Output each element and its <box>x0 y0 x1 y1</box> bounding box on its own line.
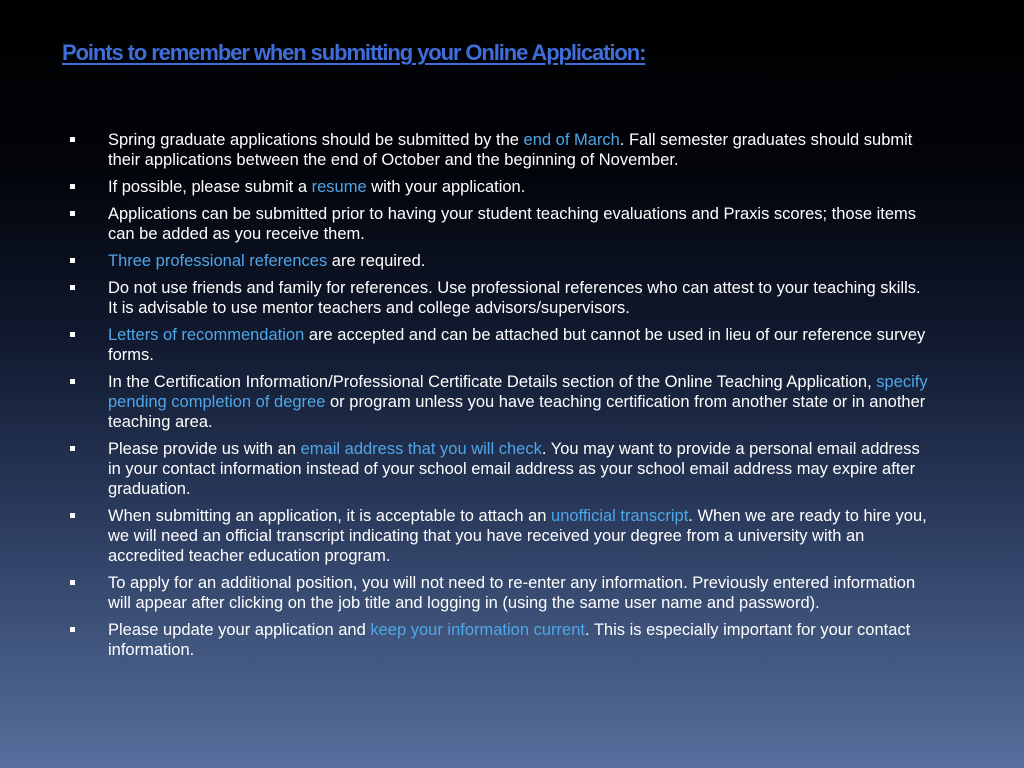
square-bullet-icon <box>70 332 75 337</box>
bullet-text-segment: Please update your application and <box>108 621 371 639</box>
bullet-text-segment: are accepted and can be attached but cannot be used in lieu of our reference survey forms. <box>108 326 926 364</box>
bullet-text-segment: In the Certification Information/Professional Certificate Details section of the Online Teaching Application, <box>108 373 877 391</box>
slide-title: Points to remember when submitting your Online Application: <box>62 40 646 65</box>
square-bullet-icon <box>70 184 75 189</box>
bullet-item <box>70 325 932 365</box>
highlighted-phrase: end of March <box>523 131 620 149</box>
square-bullet-icon <box>70 627 75 632</box>
bullet-item <box>70 506 932 566</box>
highlighted-phrase: Three professional references <box>108 252 328 270</box>
bullet-item <box>70 251 932 271</box>
square-bullet-icon <box>70 580 75 585</box>
bullet-text-segment: Spring graduate applications should be submitted by the <box>108 131 524 149</box>
square-bullet-icon <box>70 211 75 216</box>
highlighted-phrase: keep your information current <box>370 621 585 639</box>
bullet-text-segment: Applications can be submitted prior to having your student teaching evaluations and Praxis scores; those items can be added as you receive them. <box>108 205 917 243</box>
square-bullet-icon <box>70 137 75 142</box>
bullet-text-segment: . This is especially important for your contact information. <box>108 621 911 659</box>
square-bullet-icon <box>70 446 75 451</box>
square-bullet-icon <box>70 379 75 384</box>
highlighted-phrase: resume <box>311 178 367 196</box>
bullet-item <box>70 372 932 432</box>
bullet-list <box>70 130 932 667</box>
bullet-item <box>70 278 932 318</box>
highlighted-phrase: unofficial transcript <box>551 507 689 525</box>
highlighted-phrase: email address that you will check <box>300 440 542 458</box>
bullet-text-segment: . When we are ready to hire you, we will need an official transcript indicating that you have received your degree from a university with an accredited teacher education program. <box>108 507 927 565</box>
square-bullet-icon <box>70 258 75 263</box>
square-bullet-icon <box>70 285 75 290</box>
bullet-text-segment: with your application. <box>366 178 526 196</box>
bullet-item <box>70 177 932 197</box>
bullet-item <box>70 204 932 244</box>
bullet-text-segment: . Fall semester graduates should submit their applications between the end of October and the beginning of November. <box>108 131 913 169</box>
bullet-text-segment: To apply for an additional position, you will not need to re-enter any information. Previously entered information will appear after clicking on the job title and logging in (using the same user name and password). <box>108 574 916 612</box>
bullet-text-segment: are required. <box>327 252 426 270</box>
bullet-item <box>70 439 932 499</box>
bullet-item <box>70 573 932 613</box>
bullet-text-segment: Please provide us with an <box>108 440 301 458</box>
bullet-text-segment: or program unless you have teaching certification from another state or in another teaching area. <box>108 393 926 431</box>
bullet-text-segment: When submitting an application, it is acceptable to attach an <box>108 507 552 525</box>
highlighted-phrase: specify pending completion of degree <box>108 373 928 411</box>
bullet-item <box>70 130 932 170</box>
bullet-text-segment: Do not use friends and family for references. Use professional references who can attest to your teaching skills. It is advisable to use mentor teachers and college advisors/supervisors. <box>108 279 921 317</box>
bullet-item <box>70 620 932 660</box>
bullet-text-segment: . You may want to provide a personal email address in your contact information instead of your school email address as your school email address may expire after graduation. <box>108 440 920 498</box>
bullet-text-segment: If possible, please submit a <box>108 178 312 196</box>
square-bullet-icon <box>70 513 75 518</box>
highlighted-phrase: Letters of recommendation <box>108 326 305 344</box>
